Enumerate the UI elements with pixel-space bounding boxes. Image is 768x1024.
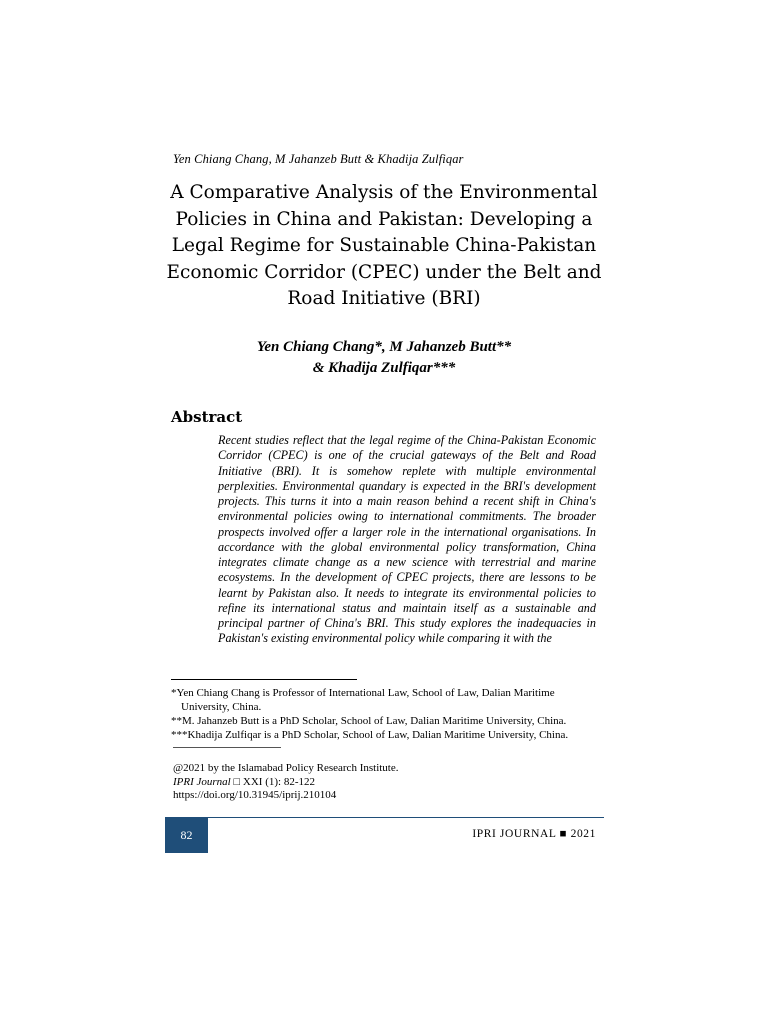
author-line-2: & Khadija Zulfiqar***	[312, 360, 456, 376]
journal-issue: XXI (1): 82-122	[242, 775, 315, 788]
article-title: A Comparative Analysis of the Environmental Policies in China and Pakistan: Developing a Legal Regime for Sustainable China-Pakistan Economic Corridor (CPEC) under the Belt and Road Initiative (BRI)	[166, 182, 602, 309]
author-line-1: Yen Chiang Chang*, M Jahanzeb Butt**	[256, 339, 512, 355]
copyright-block	[173, 762, 399, 803]
journal-glyph: □	[233, 775, 241, 788]
footer-journal-label: IPRI JOURNAL ■ 2021	[472, 828, 596, 840]
footnote-2: **M. Jahanzeb Butt is a PhD Scholar, School of Law, Dalian Maritime University, China.	[171, 715, 567, 727]
abstract-heading: Abstract	[171, 408, 243, 426]
footnote-divider	[171, 679, 357, 680]
doi-link[interactable]: https://doi.org/10.31945/iprij.210104	[173, 789, 337, 801]
journal-citation	[173, 776, 399, 790]
abstract-text: Recent studies reflect that the legal regime of the China-Pakistan Economic Corridor (CPEC) is one of the crucial gateways of the Belt and Road Initiative (BRI). It is somehow replete with multiple environmental perplexities. Environmental quandary is expected in the BRI's development projects. This turns it into a main reason behind a recent shift in China's environmental policies owing to international commitments. The broader prospects involved offer a larger role in the international organisations. In accordance with the global environmental policy transformation, China integrates climate change as a new science with terrestrial and marine ecosystems. In the development of CPEC projects, there are lessons to be learnt by Pakistan also. It needs to integrate its environmental policies to refine its international status and maintain itself as a sustainable and principal partner of China's BRI. This study explores the inadequacies in Pakistan's existing environmental policy while comparing it with the	[218, 433, 596, 646]
footnote-1: *Yen Chiang Chang is Professor of International Law, School of Law, Dalian Maritime University, China.	[171, 687, 555, 713]
journal-name: IPRI Journal	[173, 775, 231, 788]
footnote-3: ***Khadija Zulfiqar is a PhD Scholar, School of Law, Dalian Maritime University, China.	[171, 729, 569, 741]
page-number-badge	[165, 817, 208, 853]
page-number: 82	[180, 827, 193, 842]
copyright-line: @2021 by the Islamabad Policy Research Institute.	[173, 762, 399, 774]
running-head: Yen Chiang Chang, M Jahanzeb Butt & Khadija Zulfiqar	[173, 152, 464, 166]
copyright-divider	[173, 747, 281, 748]
footer-divider	[208, 817, 604, 818]
author-list	[160, 337, 608, 379]
footnotes	[171, 686, 601, 742]
